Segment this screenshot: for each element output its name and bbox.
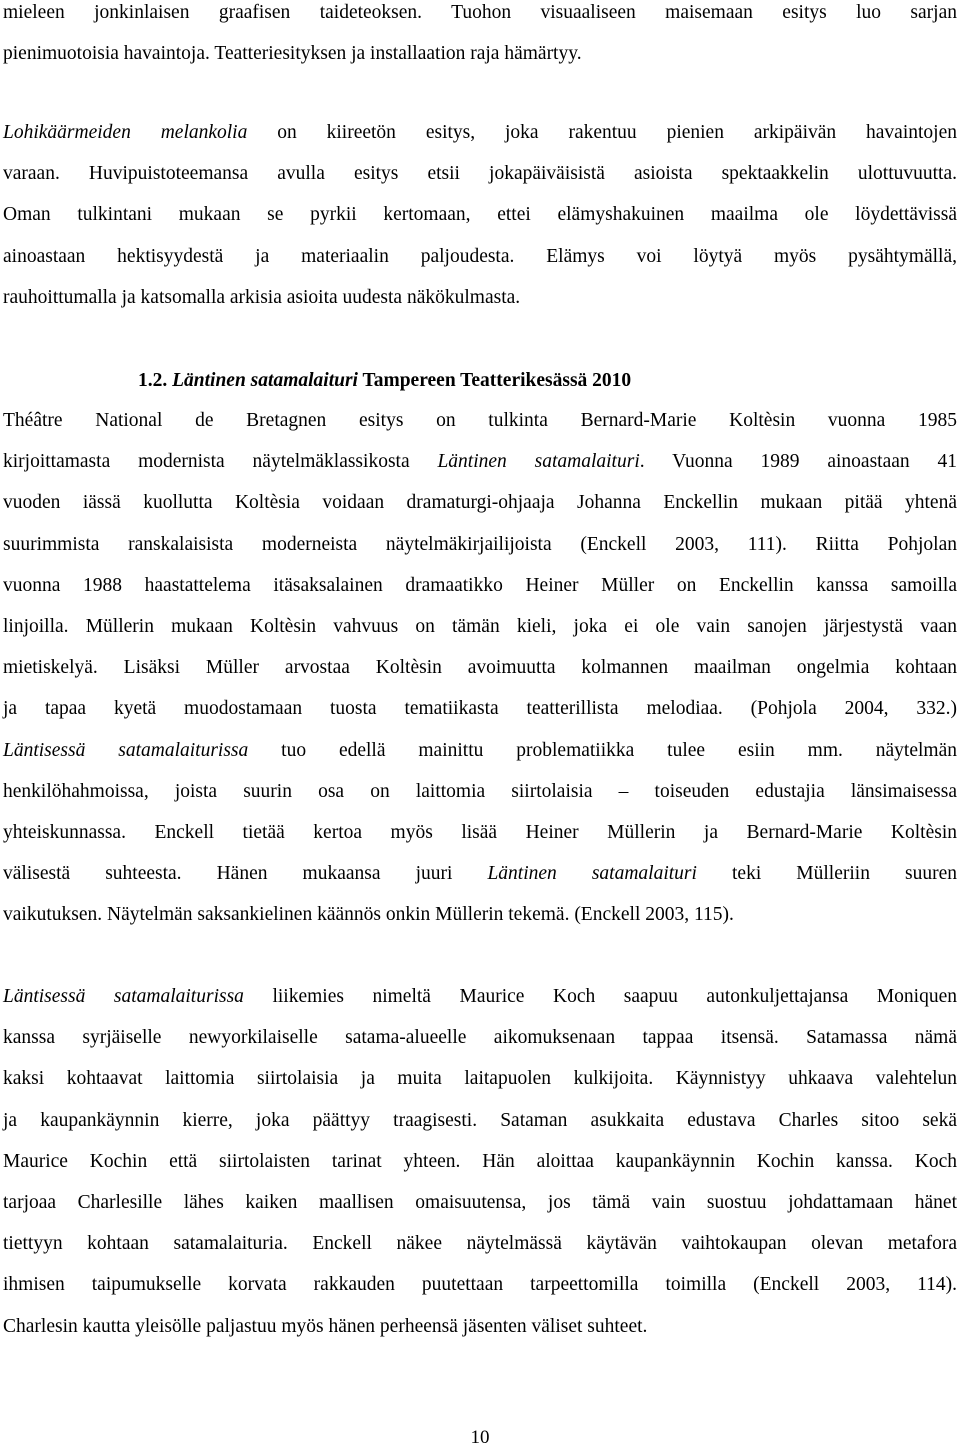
text-line: suurimmista ranskalaisista moderneista näytelmäkirjailijoista (Enckell 2003, 111). Riitta Pohjolan bbox=[3, 533, 957, 555]
text-line: mietiskelyä. Lisäksi Müller arvostaa Koltèsin avoimuutta kolmannen maailman ongelmia kohtaan bbox=[3, 657, 957, 679]
section-heading bbox=[138, 361, 631, 401]
text-line: ihmisen taipumukselle korvata rakkauden puutettaan tarpeettomilla toimilla (Enckell 2003, 114). bbox=[3, 1274, 957, 1296]
text-line: yhteiskunnassa. Enckell tietää kertoa myös lisää Heiner Müllerin ja Bernard-Marie Koltèsin bbox=[3, 821, 957, 843]
text-line: Charlesin kautta yleisölle paljastuu myös hänen perheensä jäsenten väliset suhteet. bbox=[3, 1315, 648, 1337]
text-line: ainoastaan hektisyydestä ja materiaalin paljoudesta. Elämys voi löytyä myös pysähtymällä, bbox=[3, 245, 957, 267]
paragraph-4 bbox=[3, 976, 957, 1347]
work-title: Läntinen satamalaituri bbox=[437, 451, 640, 473]
page-number: 10 bbox=[470, 1427, 490, 1448]
text-line: kaksi kohtaavat laittomia siirtolaisia ja muita laitapuolen kulkijoita. Käynnistyy uhkaava valehtelun bbox=[3, 1068, 957, 1090]
work-title: Läntisessä satamalaiturissa bbox=[3, 739, 249, 761]
text-line: henkilöhahmoissa, joista suurin osa on laittomia siirtolaisia – toiseuden edustajia länsimaisessa bbox=[3, 780, 957, 802]
text-line: Oman tulkintani mukaan se pyrkii kertomaan, ettei elämyshakuinen maailma ole löydettävissä bbox=[3, 204, 957, 226]
text-line: pienimuotoisia havaintoja. Teatteriesityksen ja installaation raja hämärtyy. bbox=[3, 43, 582, 65]
work-title: Lohikäärmeiden melankolia bbox=[3, 122, 248, 143]
work-title: Läntinen satamalaituri bbox=[487, 863, 697, 885]
text-line: Läntisessä satamalaiturissa liikemies nimeltä Maurice Koch saapuu autonkuljettajansa Moniquen bbox=[3, 986, 957, 1007]
text-line: vuonna 1988 haastattelema itäsaksalainen dramaatikko Heiner Müller on Enckellin kanssa samoilla bbox=[3, 574, 957, 596]
text-line: kanssa syrjäiselle newyorkilaiselle satama-alueelle aikomuksenaan tappaa itsensä. Satamassa nämä bbox=[3, 1027, 957, 1049]
text-line: Läntisessä satamalaiturissa tuo edellä mainittu problematiikka tulee esiin mm. näytelmän bbox=[3, 739, 957, 761]
section-number: 1.2. bbox=[138, 370, 173, 391]
text-line: tiettyyn kohtaan satamalaituria. Enckell näkee näytelmässä käytävän vaihtokaupan olevan metafora bbox=[3, 1233, 957, 1255]
paragraph-3 bbox=[3, 400, 957, 935]
text-line: tarjoaa Charlesille lähes kaiken maallisen omaisuutensa, jos tämä vain suostuu johdattamaan hänet bbox=[3, 1191, 957, 1213]
text-line: kirjoittamasta modernista näytelmäklassikosta Läntinen satamalaituri. Vuonna 1989 ainoastaan 41 bbox=[3, 451, 957, 473]
text-line: ja tapaa kyetä muodostamaan tuosta tematiikasta teatterillista melodiaa. (Pohjola 2004, 332.) bbox=[3, 698, 957, 720]
text-line: mieleen jonkinlaisen graafisen taideteoksen. Tuohon visuaaliseen maisemaan esitys luo sarjan bbox=[3, 2, 957, 23]
text-line: Maurice Kochin että siirtolaisten tarinat yhteen. Hän aloittaa kaupankäynnin Kochin kanssa. Koch bbox=[3, 1150, 957, 1172]
section-title-italic: Läntinen satamalaituri bbox=[172, 370, 358, 391]
text-line: vaikutuksen. Näytelmän saksankielinen käännös onkin Müllerin tekemä. (Enckell 2003, 115). bbox=[3, 904, 734, 926]
text-line: linjoilla. Müllerin mukaan Koltèsin vahvuus on tämän kieli, joka ei ole vain sanojen järjestystä vaan bbox=[3, 615, 957, 637]
text-line: Lohikäärmeiden melankolia on kiireetön esitys, joka rakentuu pienien arkipäivän havaintojen bbox=[3, 122, 957, 143]
paragraph-2 bbox=[3, 112, 957, 318]
section-title-rest: Tampereen Teatterikesässä 2010 bbox=[357, 370, 632, 391]
text-line: Théâtre National de Bretagnen esitys on tulkinta Bernard-Marie Koltèsin vuonna 1985 bbox=[3, 410, 957, 431]
paragraph-1 bbox=[3, 0, 957, 74]
text-line: vuoden iässä kuollutta Koltèsia voidaan dramaturgi-ohjaaja Johanna Enckellin mukaan pitää yhtenä bbox=[3, 492, 957, 514]
text-line: ja kaupankäynnin kierre, joka päättyy traagisesti. Sataman asukkaita edustava Charles sitoo sekä bbox=[3, 1109, 957, 1131]
text-line: välisestä suhteesta. Hänen mukaansa juuri Läntinen satamalaituri teki Mülleriin suuren bbox=[3, 863, 957, 885]
work-title: Läntisessä satamalaiturissa bbox=[3, 986, 244, 1007]
text-line: rauhoittumalla ja katsomalla arkisia asioita uudesta näkökulmasta. bbox=[3, 286, 521, 308]
text-line: varaan. Huvipuistoteemansa avulla esitys etsii jokapäiväisistä asioista spektaakkelin ulottuvuutta. bbox=[3, 163, 957, 185]
